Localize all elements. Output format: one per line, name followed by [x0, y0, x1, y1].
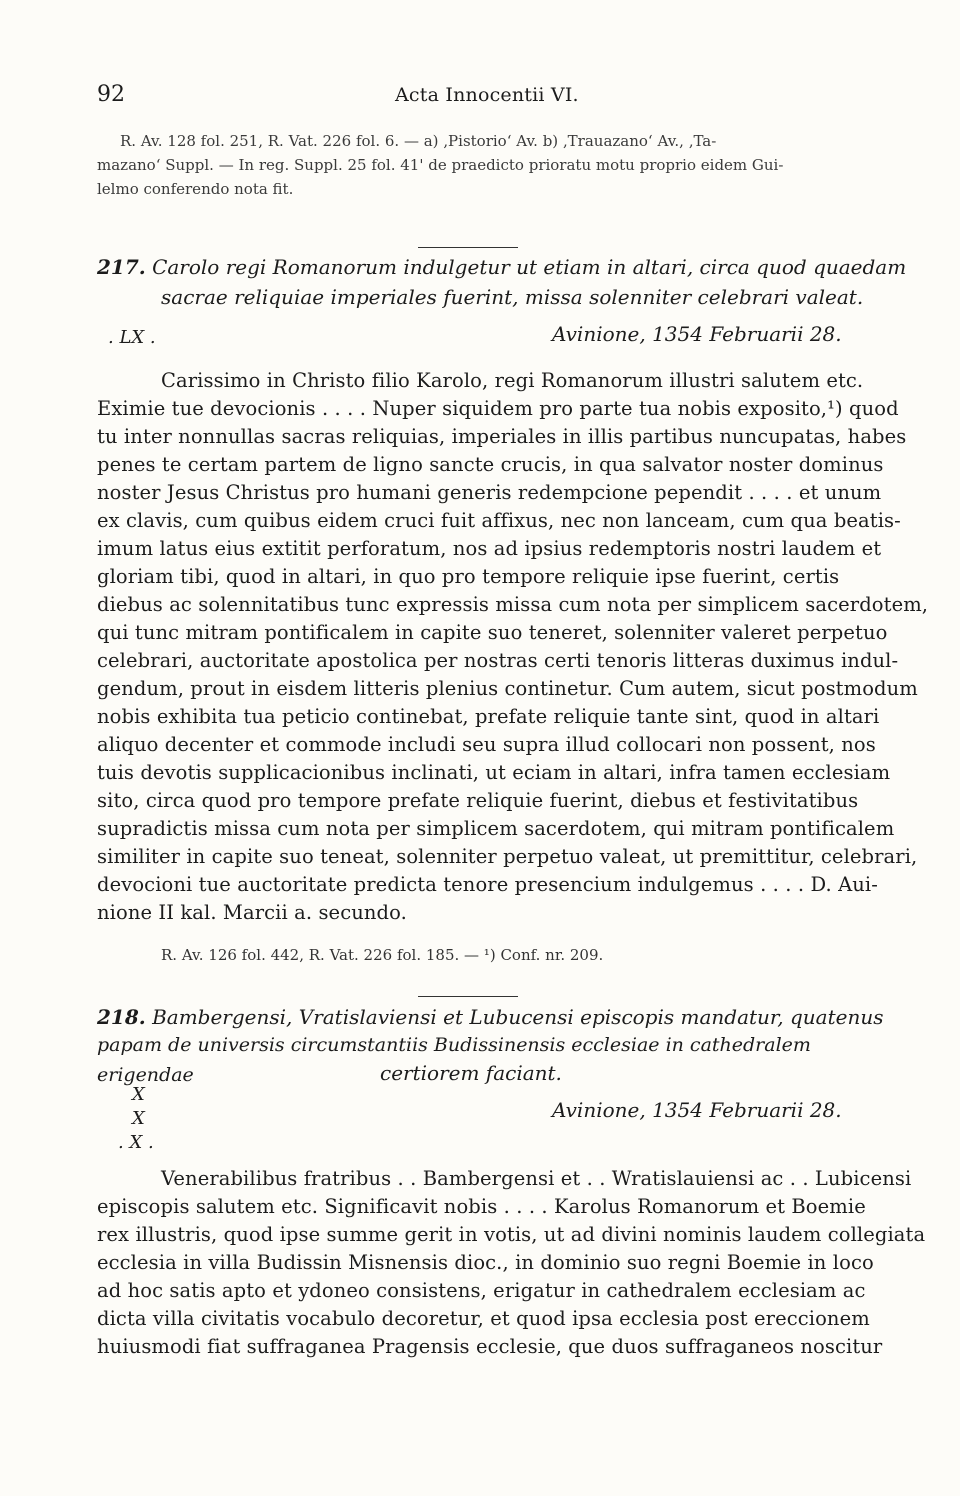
body-line: penes te certam partem de ligno sancte crucis, in qua salvator noster dominus: [97, 453, 884, 476]
entry-number: 218.: [97, 1005, 146, 1029]
body-line: imum latus eius extitit perforatum, nos ad ipsius redemptoris nostri laudem et: [97, 537, 882, 560]
body-line: huiusmodi fiat suffraganea Pragensis ecclesie, que duos suffraganeos noscitur: [97, 1335, 883, 1358]
page-number: 92: [97, 82, 125, 107]
body-line: rex illustris, quod ipse summe gerit in votis, ut ad divini nominis laudem collegiata: [97, 1223, 926, 1246]
body-line: devocioni tue auctoritate predicta tenore presencium indulgemus . . . . D. Aui-: [97, 873, 878, 896]
register-signature: . LX .: [108, 327, 156, 348]
body-line: diebus ac solennitatibus tunc expressis missa cum nota per simplicem sacerdotem,: [97, 593, 929, 616]
running-title: Acta Innocentii VI.: [395, 84, 579, 106]
register-signature: . X .: [118, 1132, 154, 1153]
body-line: tu inter nonnullas sacras reliquias, imperiales in illis partibus nuncupatas, habes: [97, 425, 907, 448]
separator-rule: [418, 996, 518, 997]
separator-rule: [418, 247, 518, 248]
body-line: dicta villa civitatis vocabulo decoretur, et quod ipsa ecclesia post ereccionem: [97, 1307, 870, 1330]
body-line: sito, circa quod pro tempore prefate reliquie fuerint, diebus et festivitatibus: [97, 789, 859, 812]
body-line: ecclesia in villa Budissin Misnensis dioc., in dominio suo regni Boemie in loco: [97, 1251, 874, 1274]
entry-title-line: Bambergensi, Vratislaviensi et Lubucensi episcopis mandatur, quatenus: [152, 1005, 884, 1029]
body-line: qui tunc mitram pontificalem in capite suo teneret, solenniter valeret perpetuo: [97, 621, 888, 644]
body-line: episcopis salutem etc. Significavit nobis . . . . Karolus Romanorum et Boemie: [97, 1195, 866, 1218]
body-line: Carissimo in Christo filio Karolo, regi Romanorum illustri salutem etc.: [161, 369, 864, 392]
footnote-line: mazano‘ Suppl. — In reg. Suppl. 25 fol. 41' de praedicto prioratu motu proprio eidem Gui-: [97, 156, 784, 174]
body-line: nobis exhibita tua peticio continebat, prefate reliquie tante sint, quod in altari: [97, 705, 880, 728]
dateline: Avinione, 1354 Februarii 28.: [552, 1098, 842, 1122]
body-line: noster Jesus Christus pro humani generis redempcione pependit . . . . et unum: [97, 481, 882, 504]
entry-title-line: papam de universis circumstantiis Budissinensis ecclesiae in cathedralem erigendae: [97, 1034, 811, 1086]
entry-title-line: sacrae reliquiae imperiales fuerint, missa solenniter celebrari valeat.: [161, 285, 864, 309]
body-line: ad hoc satis apto et ydoneo consistens, erigatur in cathedralem ecclesiam ac: [97, 1279, 866, 1302]
body-line: gloriam tibi, quod in altari, in quo pro tempore reliquie ipse fuerint, certis: [97, 565, 840, 588]
body-line: supradictis missa cum nota per simplicem sacerdotem, qui mitram pontificalem: [97, 817, 895, 840]
body-line: nione II kal. Marcii a. secundo.: [97, 901, 407, 924]
body-line: Eximie tue devocionis . . . . Nuper siquidem pro parte tua nobis exposito,¹) quod: [97, 397, 899, 420]
register-signature: X: [132, 1108, 145, 1129]
body-line: similiter in capite suo teneat, solenniter perpetuo valeat, ut premittitur, celebrari,: [97, 845, 918, 868]
body-line: celebrari, auctoritate apostolica per nostras certi tenoris litteras duximus indul-: [97, 649, 899, 672]
entry-title: [97, 1002, 884, 1032]
footnote-line: lelmo conferendo nota fit.: [97, 180, 294, 198]
body-line: gendum, prout in eisdem litteris plenius continetur. Cum autem, sicut postmodum: [97, 677, 918, 700]
body-line: aliquo decenter et commode includi seu supra illud collocari non possent, nos: [97, 733, 876, 756]
body-line: ex clavis, cum quibus eidem cruci fuit affixus, nec non lanceam, cum qua beatis-: [97, 509, 901, 532]
footnote-line: R. Av. 128 fol. 251, R. Vat. 226 fol. 6. — a) ‚Pistorio‘ Av. b) ‚Trauazano‘ Av., ‚Ta-: [120, 132, 717, 150]
register-signature: X: [132, 1084, 145, 1105]
body-line: Venerabilibus fratribus . . Bambergensi et . . Wratislauiensi ac . . Lubicensi: [161, 1167, 912, 1190]
dateline: Avinione, 1354 Februarii 28.: [552, 322, 842, 346]
body-line: tuis devotis supplicacionibus inclinati, ut eciam in altari, infra tamen ecclesiam: [97, 761, 891, 784]
register-citation: R. Av. 126 fol. 442, R. Vat. 226 fol. 185. — ¹) Conf. nr. 209.: [161, 946, 604, 964]
entry-title-line: certiorem faciant.: [380, 1061, 562, 1085]
entry-title: [97, 252, 906, 282]
entry-title-line: Carolo regi Romanorum indulgetur ut etiam in altari, circa quod quaedam: [152, 255, 907, 279]
entry-number: 217.: [97, 255, 146, 279]
